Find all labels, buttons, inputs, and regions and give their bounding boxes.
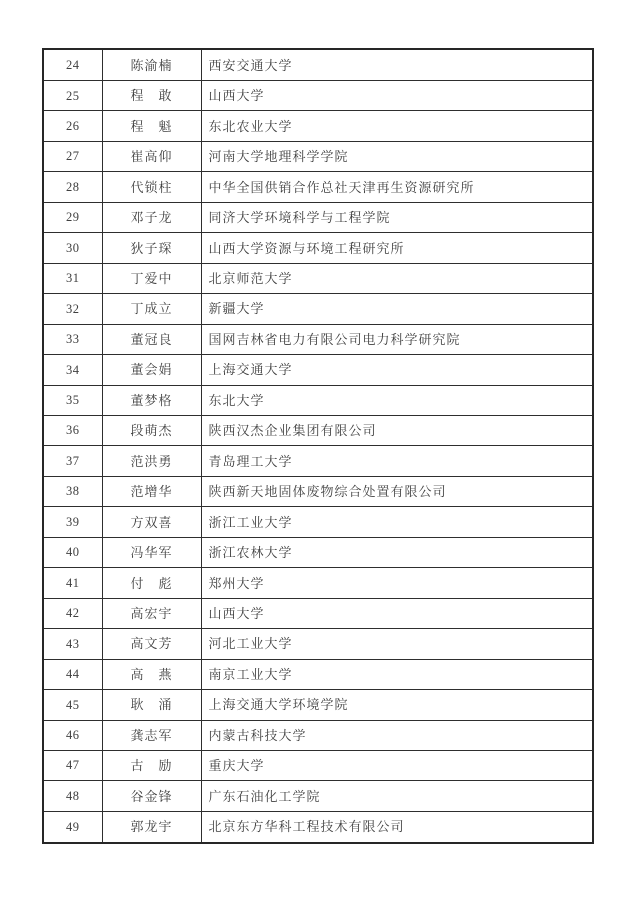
organization-cell: 北京师范大学 (201, 263, 593, 293)
organization-cell: 浙江农林大学 (201, 537, 593, 567)
organization-cell: 西安交通大学 (201, 49, 593, 81)
row-number-cell: 43 (43, 629, 102, 659)
table-row (43, 263, 593, 293)
name-cell: 狄子琛 (102, 233, 201, 263)
row-number-cell: 41 (43, 568, 102, 598)
organization-cell: 上海交通大学环境学院 (201, 690, 593, 720)
organization-cell: 国网吉林省电力有限公司电力科学研究院 (201, 324, 593, 354)
name-cell: 郭龙宇 (102, 811, 201, 843)
row-number-cell: 24 (43, 49, 102, 81)
name-cell: 程 魁 (102, 111, 201, 141)
organization-cell: 河北工业大学 (201, 629, 593, 659)
table-body (43, 49, 593, 843)
table-row (43, 659, 593, 689)
name-cell: 董冠良 (102, 324, 201, 354)
organization-cell: 北京东方华科工程技术有限公司 (201, 811, 593, 843)
participants-table (42, 48, 594, 844)
name-cell: 董会娟 (102, 355, 201, 385)
table-row (43, 49, 593, 81)
row-number-cell: 42 (43, 598, 102, 628)
organization-cell: 青岛理工大学 (201, 446, 593, 476)
organization-cell: 同济大学环境科学与工程学院 (201, 202, 593, 232)
table-row (43, 598, 593, 628)
table-row (43, 720, 593, 750)
table-row (43, 537, 593, 567)
row-number-cell: 33 (43, 324, 102, 354)
table-row (43, 202, 593, 232)
organization-cell: 南京工业大学 (201, 659, 593, 689)
table-row (43, 446, 593, 476)
row-number-cell: 36 (43, 416, 102, 446)
organization-cell: 山西大学资源与环境工程研究所 (201, 233, 593, 263)
table-row (43, 781, 593, 811)
name-cell: 程 敢 (102, 81, 201, 111)
table-row (43, 507, 593, 537)
name-cell: 付 彪 (102, 568, 201, 598)
table-row (43, 355, 593, 385)
table-row (43, 690, 593, 720)
table-row (43, 324, 593, 354)
table-row (43, 568, 593, 598)
row-number-cell: 29 (43, 202, 102, 232)
name-cell: 丁成立 (102, 294, 201, 324)
organization-cell: 东北大学 (201, 385, 593, 415)
table-row (43, 385, 593, 415)
name-cell: 古 励 (102, 751, 201, 781)
name-cell: 方双喜 (102, 507, 201, 537)
organization-cell: 东北农业大学 (201, 111, 593, 141)
organization-cell: 广东石油化工学院 (201, 781, 593, 811)
table-row (43, 81, 593, 111)
organization-cell: 上海交通大学 (201, 355, 593, 385)
row-number-cell: 31 (43, 263, 102, 293)
organization-cell: 浙江工业大学 (201, 507, 593, 537)
organization-cell: 陕西汉杰企业集团有限公司 (201, 416, 593, 446)
name-cell: 段萌杰 (102, 416, 201, 446)
row-number-cell: 32 (43, 294, 102, 324)
row-number-cell: 47 (43, 751, 102, 781)
organization-cell: 陕西新天地固体废物综合处置有限公司 (201, 476, 593, 506)
table-row (43, 294, 593, 324)
row-number-cell: 28 (43, 172, 102, 202)
organization-cell: 山西大学 (201, 598, 593, 628)
row-number-cell: 45 (43, 690, 102, 720)
name-cell: 范增华 (102, 476, 201, 506)
row-number-cell: 30 (43, 233, 102, 263)
name-cell: 高宏宇 (102, 598, 201, 628)
organization-cell: 河南大学地理科学学院 (201, 141, 593, 171)
name-cell: 谷金锋 (102, 781, 201, 811)
name-cell: 耿 涌 (102, 690, 201, 720)
row-number-cell: 46 (43, 720, 102, 750)
row-number-cell: 27 (43, 141, 102, 171)
name-cell: 代锁柱 (102, 172, 201, 202)
row-number-cell: 38 (43, 476, 102, 506)
row-number-cell: 44 (43, 659, 102, 689)
name-cell: 高文芳 (102, 629, 201, 659)
name-cell: 范洪勇 (102, 446, 201, 476)
table-row (43, 141, 593, 171)
row-number-cell: 48 (43, 781, 102, 811)
table-row (43, 811, 593, 843)
name-cell: 陈渝楠 (102, 49, 201, 81)
row-number-cell: 49 (43, 811, 102, 843)
row-number-cell: 25 (43, 81, 102, 111)
name-cell: 董梦格 (102, 385, 201, 415)
name-cell: 崔高仰 (102, 141, 201, 171)
table-row (43, 629, 593, 659)
name-cell: 冯华军 (102, 537, 201, 567)
row-number-cell: 35 (43, 385, 102, 415)
organization-cell: 重庆大学 (201, 751, 593, 781)
row-number-cell: 39 (43, 507, 102, 537)
table-row (43, 476, 593, 506)
organization-cell: 中华全国供销合作总社天津再生资源研究所 (201, 172, 593, 202)
table-row (43, 172, 593, 202)
name-cell: 龚志军 (102, 720, 201, 750)
organization-cell: 内蒙古科技大学 (201, 720, 593, 750)
name-cell: 高 燕 (102, 659, 201, 689)
table-row (43, 233, 593, 263)
table-row (43, 416, 593, 446)
organization-cell: 郑州大学 (201, 568, 593, 598)
row-number-cell: 40 (43, 537, 102, 567)
organization-cell: 新疆大学 (201, 294, 593, 324)
row-number-cell: 37 (43, 446, 102, 476)
row-number-cell: 34 (43, 355, 102, 385)
organization-cell: 山西大学 (201, 81, 593, 111)
row-number-cell: 26 (43, 111, 102, 141)
name-cell: 丁爱中 (102, 263, 201, 293)
name-cell: 邓子龙 (102, 202, 201, 232)
table-row (43, 751, 593, 781)
table-row (43, 111, 593, 141)
